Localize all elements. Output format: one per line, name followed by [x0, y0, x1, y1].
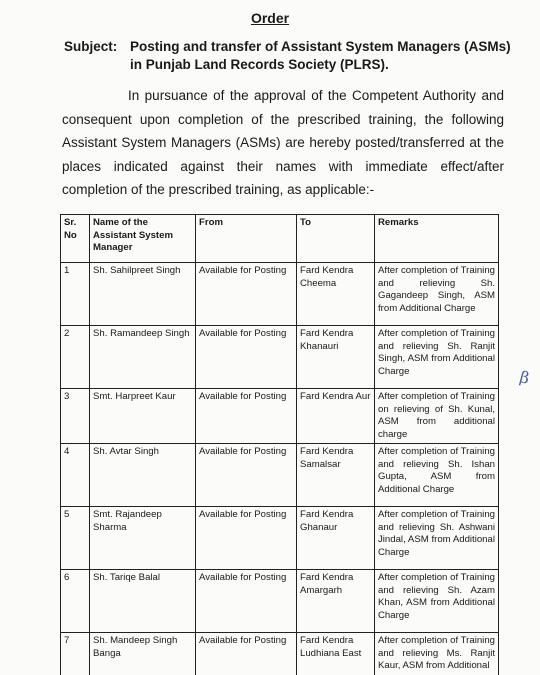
subject-text: Posting and transfer of Assistant System Managers (ASMs) in Punjab Land Records Society (PLRS).	[130, 39, 511, 72]
header-name: Name of the Assistant System Manager	[90, 215, 196, 263]
cell-from: Available for Posting	[196, 263, 297, 326]
page-title: Order	[250, 10, 290, 26]
cell-name: Sh. Ramandeep Singh	[90, 326, 196, 389]
cell-name: Sh. Sahilpreet Singh	[90, 263, 196, 326]
header-from: From	[196, 215, 297, 263]
cell-to: Fard Kendra Amargarh	[297, 570, 375, 633]
table-row	[61, 507, 499, 570]
cell-from: Available for Posting	[196, 507, 297, 570]
cell-remarks: After completion of Training and relieving Sh. Gagandeep Singh, ASM from Additional Charge	[375, 263, 499, 326]
table-row	[61, 326, 499, 389]
cell-to: Fard Kendra Ludhiana East	[297, 633, 375, 675]
table-row	[61, 389, 499, 444]
table-row	[61, 570, 499, 633]
cell-sr: 2	[61, 326, 90, 389]
postings-table	[60, 214, 499, 675]
cell-from: Available for Posting	[196, 570, 297, 633]
cell-sr: 4	[61, 444, 90, 507]
body-paragraph: In pursuance of the approval of the Competent Authority and consequent upon completion of the prescribed training, the following Assistant System Managers (ASMs) are hereby posted/transferred at the places indicated against their names with immediate effect/after completion of the prescribed training, as applicable:-	[62, 88, 504, 197]
cell-name: Smt. Rajandeep Sharma	[90, 507, 196, 570]
table-row	[61, 633, 499, 675]
cell-sr: 1	[61, 263, 90, 326]
table-body	[61, 263, 499, 675]
header-sr: Sr. No	[61, 215, 90, 263]
cell-remarks: After completion of Training and relieving Sh. Ashwani Jindal, ASM from Additional Charge	[375, 507, 499, 570]
cell-from: Available for Posting	[196, 444, 297, 507]
header-remarks: Remarks	[375, 215, 499, 263]
table-row	[61, 444, 499, 507]
cell-name: Smt. Harpreet Kaur	[90, 389, 196, 444]
cell-from: Available for Posting	[196, 389, 297, 444]
subject-label: Subject:	[64, 39, 118, 54]
table-header-row	[61, 215, 499, 263]
handwritten-margin-mark: β	[517, 367, 532, 388]
cell-remarks: After completion of Training and relieving Ms. Ranjit Kaur, ASM from Additional	[375, 633, 499, 675]
cell-name: Sh. Tariqe Balal	[90, 570, 196, 633]
cell-to: Fard Kendra Aur	[297, 389, 375, 444]
cell-sr: 6	[61, 570, 90, 633]
cell-from: Available for Posting	[196, 326, 297, 389]
cell-to: Fard Kendra Ghanaur	[297, 507, 375, 570]
cell-remarks: After completion of Training and relieving Sh. Ranjit Singh, ASM from Additional Charge	[375, 326, 499, 389]
cell-to: Fard Kendra Khanauri	[297, 326, 375, 389]
table-row	[61, 263, 499, 326]
cell-sr: 5	[61, 507, 90, 570]
cell-sr: 3	[61, 389, 90, 444]
cell-to: Fard Kendra Cheema	[297, 263, 375, 326]
cell-remarks: After completion of Training and relieving Sh. Azam Khan, ASM from Additional Charge	[375, 570, 499, 633]
cell-name: Sh. Mandeep Singh Banga	[90, 633, 196, 675]
cell-remarks: After completion of Training and relieving Sh. Ishan Gupta, ASM from Additional Charge	[375, 444, 499, 507]
cell-to: Fard Kendra Samalsar	[297, 444, 375, 507]
cell-sr: 7	[61, 633, 90, 675]
cell-name: Sh. Avtar Singh	[90, 444, 196, 507]
header-to: To	[297, 215, 375, 263]
cell-remarks: After completion of Training on relieving of Sh. Kunal, ASM from additional charge	[375, 389, 499, 444]
cell-from: Available for Posting	[196, 633, 297, 675]
